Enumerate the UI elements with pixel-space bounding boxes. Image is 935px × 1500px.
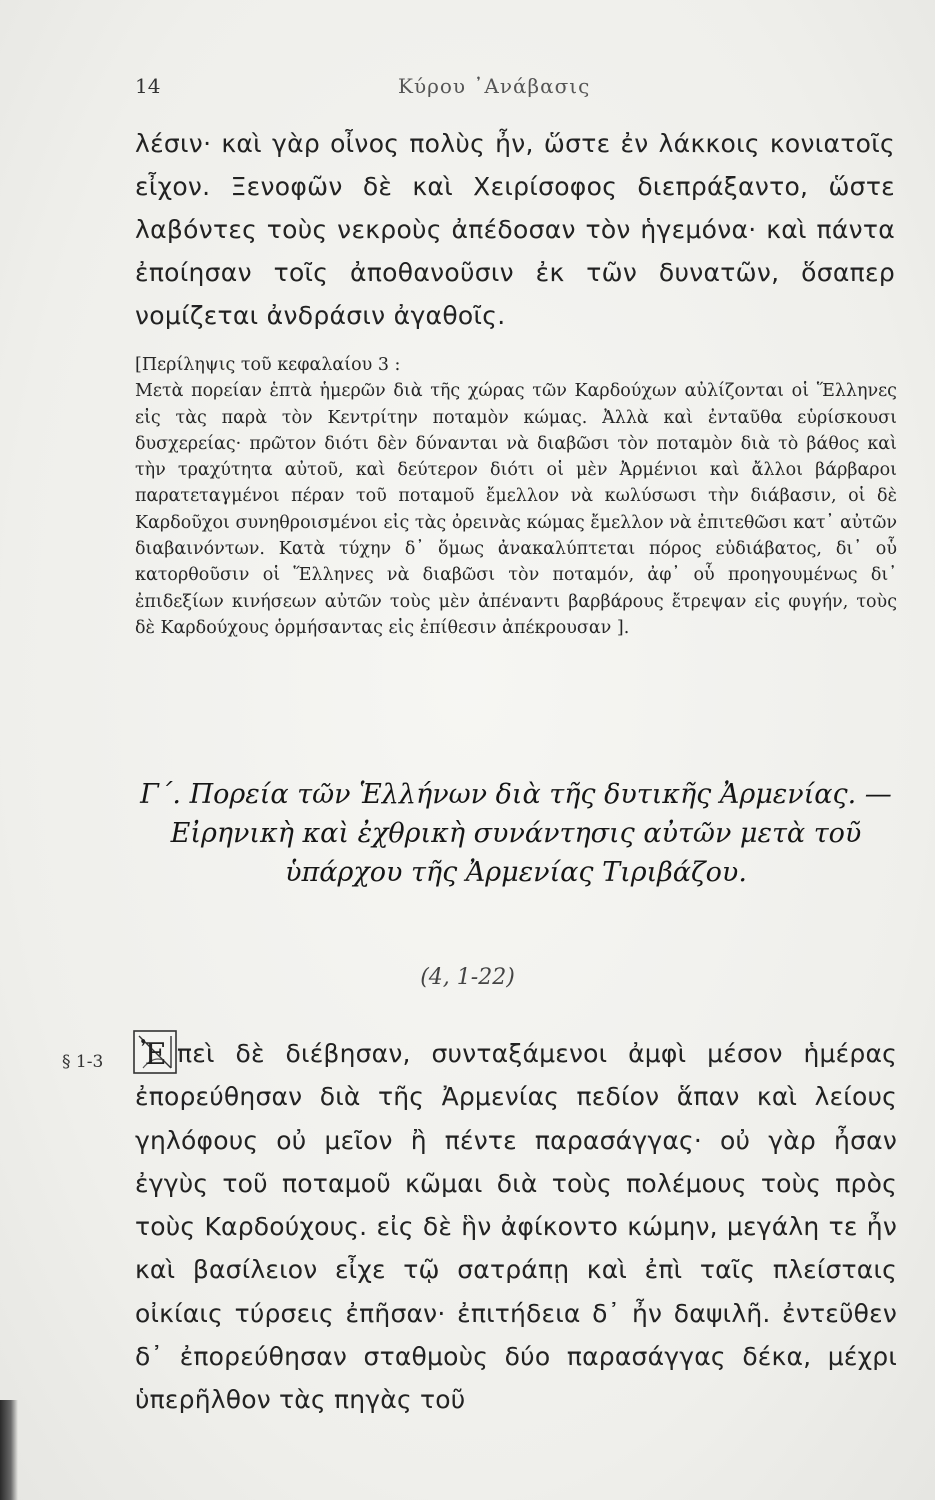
running-title: Κύρου ᾿Ανάβασις xyxy=(398,74,591,98)
top-paragraph: λέσιν· καὶ γὰρ οἶνος πολὺς ἦν, ὥστε ἐν λάκκοις κονιατοῖς εἶχον. Ξενοφῶν δὲ καὶ Χειρίσοφος διεπράξαντο, ὥστε λαβόντες τοὺς νεκροὺς ἀπέδοσαν τὸν ἡγεμόνα· καὶ πάντα ἐποίησαν τοῖς ἀποθανοῦσιν ἐκ τῶν δυνατῶν, ὅσαπερ νομίζεται ἀνδράσιν ἀγαθοῖς. xyxy=(135,129,895,330)
summary-text: Μετὰ πορείαν ἑπτὰ ἡμερῶν διὰ τῆς χώρας τῶν Καρδούχων αὐλίζονται οἱ Ἕλληνες εἰς τὰς παρὰ τὸν Κεντρίτην ποταμὸν κώμας. Ἀλλὰ καὶ ἐνταῦθα εὑρίσκουσι δυσχερείας· πρῶτον διότι δὲν δύνανται νὰ διαβῶσι τὸν ποταμὸν διὰ τὸ βάθος καὶ τὴν τραχύτητα αὐτοῦ, καὶ δεύτερον διότι οἱ μὲν Ἀρμένιοι καὶ ἄλλοι βάρβαροι παρατεταγμένοι πέραν τοῦ ποταμοῦ ἔμελλον νὰ κωλύσωσι τὴν διάβασιν, οἱ δὲ Καρδοῦχοι συνηθροισμένοι εἰς τὰς ὀρεινὰς κώμας ἔμελλον νὰ ἐπιτεθῶσι κατ᾿ αὐτῶν διαβαινόντων. Κατὰ τύχην δ᾿ ὅμως ἀνακαλύπτεται πόρος εὐδιάβατος, δι᾿ οὗ κατορθοῦσιν οἱ Ἕλληνες νὰ διαβῶσι τὸν ποταμόν, ἀφ᾿ οὗ προηγουμένως δι᾿ ἐπιδεξίων κινήσεων αὐτῶν τοὺς μὲν ἀπέναντι βαρβάρους ἔτρεψαν εἰς φυγήν, τοὺς δὲ Καρδούχους ὁρμήσαντας εἰς ἐπίθεσιν ἀπέκρουσαν ]. xyxy=(135,381,897,638)
section-marker: § 1-3 xyxy=(62,1052,104,1072)
chapter-title: Γ΄. Πορεία τῶν Ἑλλήνων διὰ τῆς δυτικῆς Ἀρμενίας. — Εἰρηνικὴ καὶ ἐχθρικὴ συνάντησις αὐτῶν μετὰ τοῦ ὑπάρχου τῆς Ἀρμενίας Τιριβάζου. xyxy=(140,779,892,888)
page-number: 14 xyxy=(135,74,161,98)
binding-shadow xyxy=(0,1400,18,1500)
summary-heading: [Περίληψις τοῦ κεφαλαίου 3 : xyxy=(135,355,401,375)
page-header xyxy=(0,62,935,102)
chapter-summary xyxy=(135,352,897,641)
body-text: πεὶ δὲ διέβησαν, συνταξάμενοι ἀμφὶ μέσον ἡμέρας ἐπορεύθησαν διὰ τῆς Ἀρμενίας πεδίον ἅπαν καὶ λείους γηλόφους οὐ μεῖον ἢ πέντε παρασάγγας· οὐ γὰρ ἦσαν ἐγγὺς τοῦ ποταμοῦ κῶμαι διὰ τοὺς πολέμους τοὺς πρὸς τοὺς Καρδούχους. εἰς δὲ ἣν ἀφίκοντο κώμην, μεγάλη τε ἦν καὶ βασίλειον εἶχε τῷ σατράπῃ καὶ ἐπὶ ταῖς πλείσταις οἰκίαις τύρσεις ἐπῆσαν· ἐπιτήδεια δ᾿ ἦν δαψιλῆ. ἐντεῦθεν δ᾿ ἐπορεύθησαν σταθμοὺς δύο παρασάγγας δέκα, μέχρι ὑπερῆλθον τὰς πηγὰς τοῦ xyxy=(135,1039,897,1415)
initial-letter: Ἐ xyxy=(141,1037,167,1072)
body-paragraph xyxy=(135,1032,897,1422)
passage-reference: (4, 1-22) xyxy=(420,965,515,990)
